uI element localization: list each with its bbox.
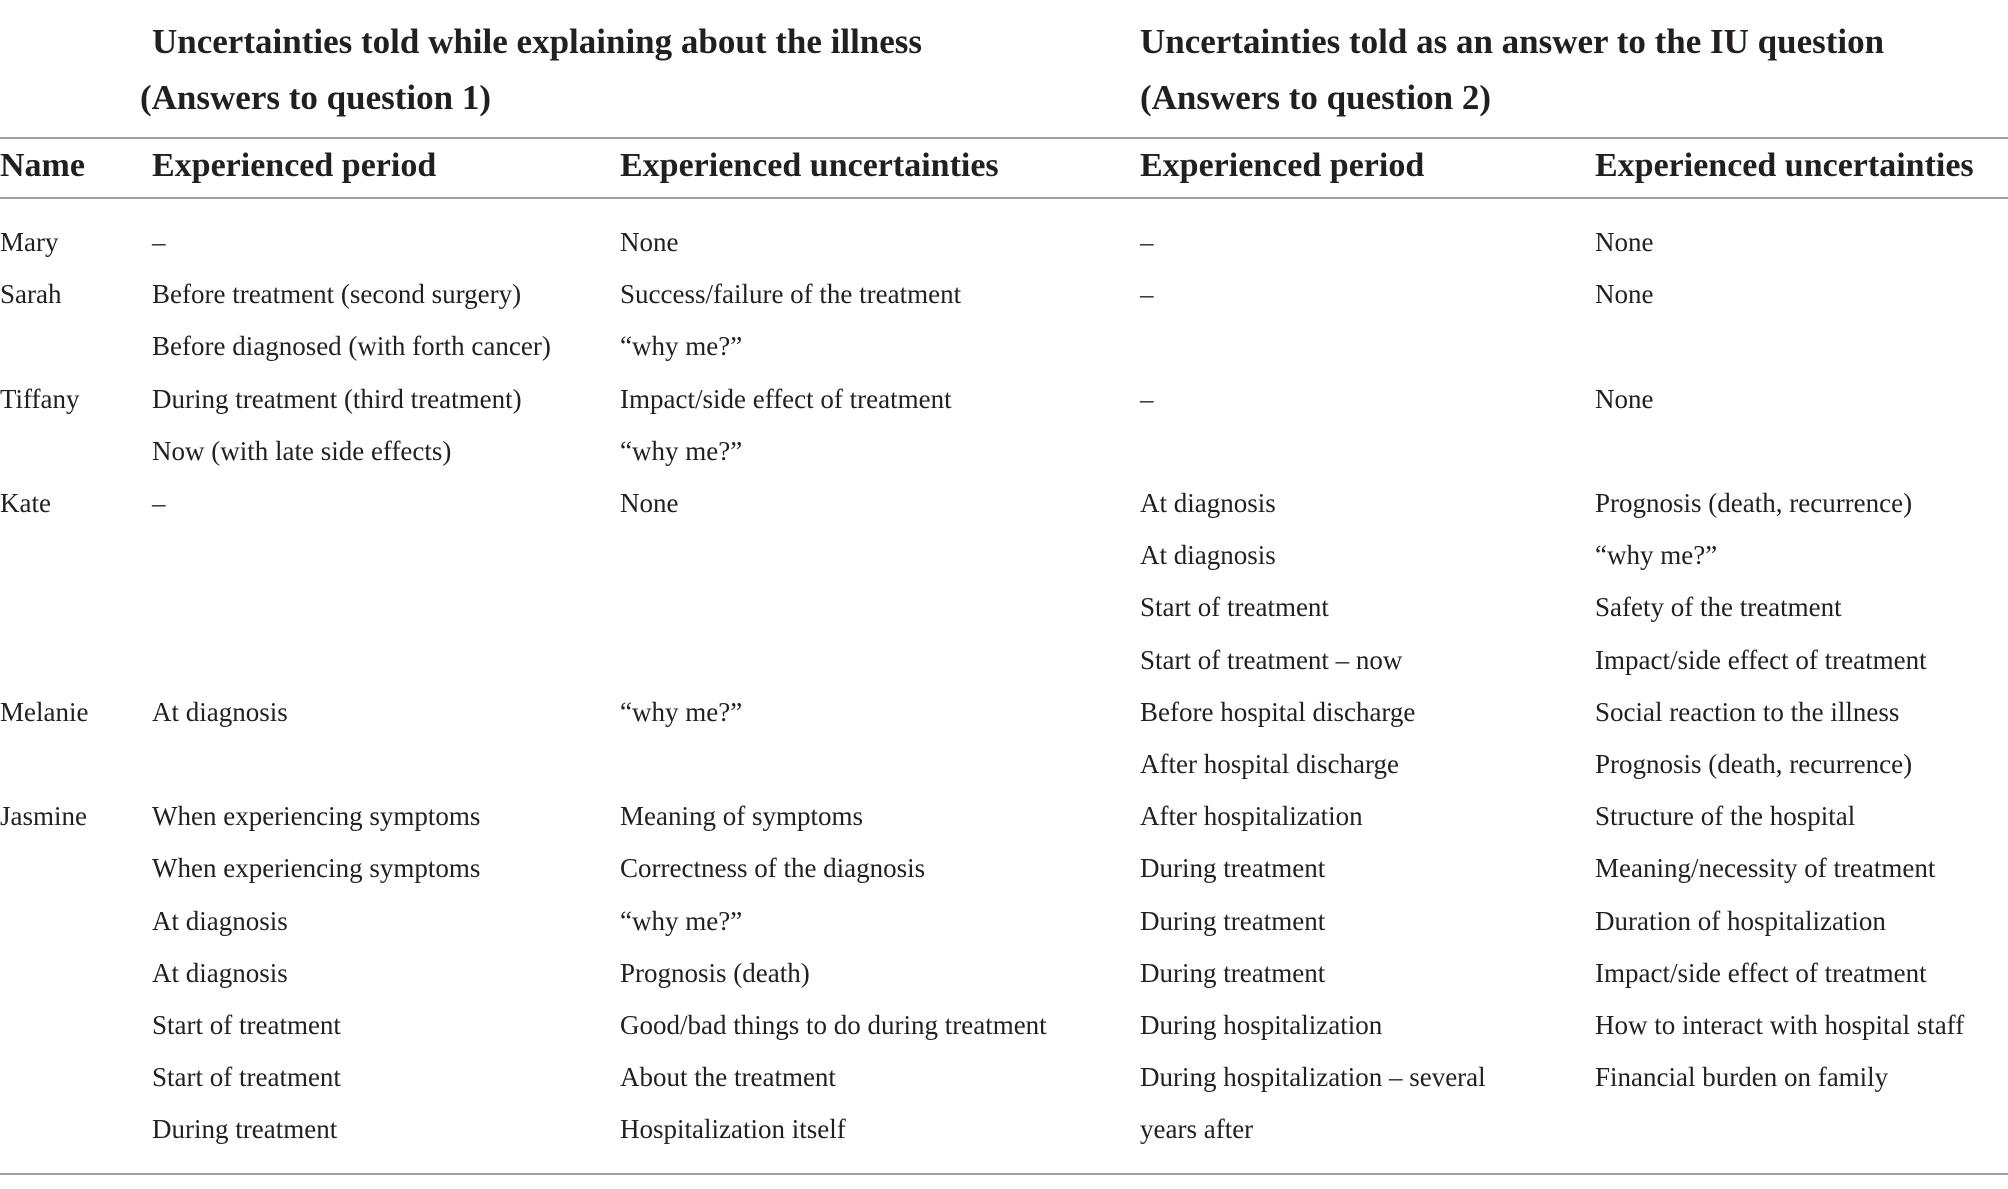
cell-uncertainty-q2: Impact/side effect of treatment xyxy=(1595,957,1927,988)
cell-period-q2: Before hospital discharge xyxy=(1140,696,1416,727)
column-header-uncertainties-q1: Experienced uncertainties xyxy=(620,147,999,184)
cell-period-q2: At diagnosis xyxy=(1140,488,1276,518)
cell-uncertainty-q1: Good/bad things to do during treatment xyxy=(620,1010,1047,1040)
group-header-subtitle: (Answers to question 2) xyxy=(1140,78,1491,117)
cell-uncertainty-q2: Social reaction to the illness xyxy=(1595,696,1900,727)
cell-period-q2: At diagnosis xyxy=(1140,540,1276,571)
cell-uncertainty-q2: None xyxy=(1595,227,1654,257)
cell-period-q1: At diagnosis xyxy=(152,905,288,936)
cell-period-q1: – xyxy=(152,488,166,518)
cell-name: Kate xyxy=(0,488,51,518)
cell-name: Sarah xyxy=(0,279,62,310)
cell-uncertainty-q2: Duration of hospitalization xyxy=(1595,905,1886,936)
cell-uncertainty-q1: Success/failure of the treatment xyxy=(620,279,962,310)
rule-header xyxy=(0,197,2008,199)
cell-name: Melanie xyxy=(0,696,89,727)
cell-period-q2: During treatment xyxy=(1140,853,1326,884)
cell-name: Tiffany xyxy=(0,383,80,414)
cell-uncertainty-q2: None xyxy=(1595,279,1654,310)
cell-period-q1: – xyxy=(152,227,166,257)
cell-period-q2: After hospitalization xyxy=(1140,801,1363,832)
cell-period-q2: After hospital discharge xyxy=(1140,749,1399,779)
cell-period-q1: During treatment (third treatment) xyxy=(152,383,522,414)
cell-uncertainty-q1: Hospitalization itself xyxy=(620,1114,846,1145)
cell-period-q1: During treatment xyxy=(152,1114,338,1145)
column-header-period-q1: Experienced period xyxy=(152,147,437,184)
cell-period-q2: During treatment xyxy=(1140,905,1326,936)
cell-period-q1: At diagnosis xyxy=(152,696,288,727)
cell-period-q1: Start of treatment xyxy=(152,1010,341,1040)
cell-period-q2: – xyxy=(1140,383,1154,414)
cell-uncertainty-q1: Meaning of symptoms xyxy=(620,801,863,832)
cell-period-q2: During hospitalization xyxy=(1140,1010,1383,1040)
column-header-period-q2: Experienced period xyxy=(1140,147,1425,184)
cell-period-q1: Before treatment (second surgery) xyxy=(152,279,522,310)
cell-uncertainty-q1: Impact/side effect of treatment xyxy=(620,383,952,414)
rule-bottom xyxy=(0,1173,2008,1175)
cell-period-q2: During hospitalization – several xyxy=(1140,1062,1486,1093)
cell-uncertainty-q2: Financial burden on family xyxy=(1595,1062,1889,1093)
cell-uncertainty-q2: How to interact with hospital staff xyxy=(1595,1010,1965,1040)
cell-period-q2: During treatment xyxy=(1140,957,1326,988)
cell-period-q2: Start of treatment – now xyxy=(1140,644,1403,675)
cell-uncertainty-q1: “why me?” xyxy=(620,905,743,936)
cell-uncertainty-q2: None xyxy=(1595,383,1654,414)
cell-uncertainty-q1: “why me?” xyxy=(620,435,743,466)
group-header-question-2 xyxy=(1140,14,1884,126)
cell-uncertainty-q1: “why me?” xyxy=(620,331,743,362)
cell-name: Mary xyxy=(0,227,59,257)
cell-period-q1: Start of treatment xyxy=(152,1062,341,1093)
cell-uncertainty-q2: “why me?” xyxy=(1595,540,1718,571)
group-header-title: Uncertainties told as an answer to the IU question xyxy=(1140,22,1885,61)
group-header-title: Uncertainties told while explaining about the illness xyxy=(152,22,923,61)
cell-name: Jasmine xyxy=(0,801,87,832)
cell-uncertainty-q2: Impact/side effect of treatment xyxy=(1595,644,1927,675)
cell-uncertainty-q1: Prognosis (death) xyxy=(620,957,810,988)
cell-uncertainty-q1: About the treatment xyxy=(620,1062,836,1093)
cell-period-q2: – xyxy=(1140,227,1154,257)
rule-top xyxy=(0,137,2008,139)
cell-uncertainty-q2: Prognosis (death, recurrence) xyxy=(1595,749,1913,779)
cell-uncertainty-q1: None xyxy=(620,488,679,518)
column-header-uncertainties-q2: Experienced uncertainties xyxy=(1595,147,1974,184)
cell-uncertainty-q2: Meaning/necessity of treatment xyxy=(1595,853,1936,884)
column-header-name: Name xyxy=(0,147,85,184)
cell-uncertainty-q2: Structure of the hospital xyxy=(1595,801,1856,832)
cell-period-q2: Start of treatment xyxy=(1140,592,1329,623)
cell-uncertainty-q1: None xyxy=(620,227,679,257)
group-header-subtitle: (Answers to question 1) xyxy=(140,78,491,117)
cell-period-q2: – xyxy=(1140,279,1154,310)
cell-uncertainty-q1: Correctness of the diagnosis xyxy=(620,853,926,884)
cell-uncertainty-q1: “why me?” xyxy=(620,696,743,727)
cell-uncertainty-q2: Prognosis (death, recurrence) xyxy=(1595,488,1913,518)
cell-period-q1: When experiencing symptoms xyxy=(152,853,481,884)
cell-uncertainty-q2: Safety of the treatment xyxy=(1595,592,1842,623)
cell-period-q1: Now (with late side effects) xyxy=(152,435,452,466)
cell-period-q1: Before diagnosed (with forth cancer) xyxy=(152,331,551,362)
cell-period-q2: years after xyxy=(1140,1114,1254,1145)
cell-period-q1: At diagnosis xyxy=(152,957,288,988)
group-header-question-1 xyxy=(140,14,923,126)
cell-period-q1: When experiencing symptoms xyxy=(152,801,481,832)
